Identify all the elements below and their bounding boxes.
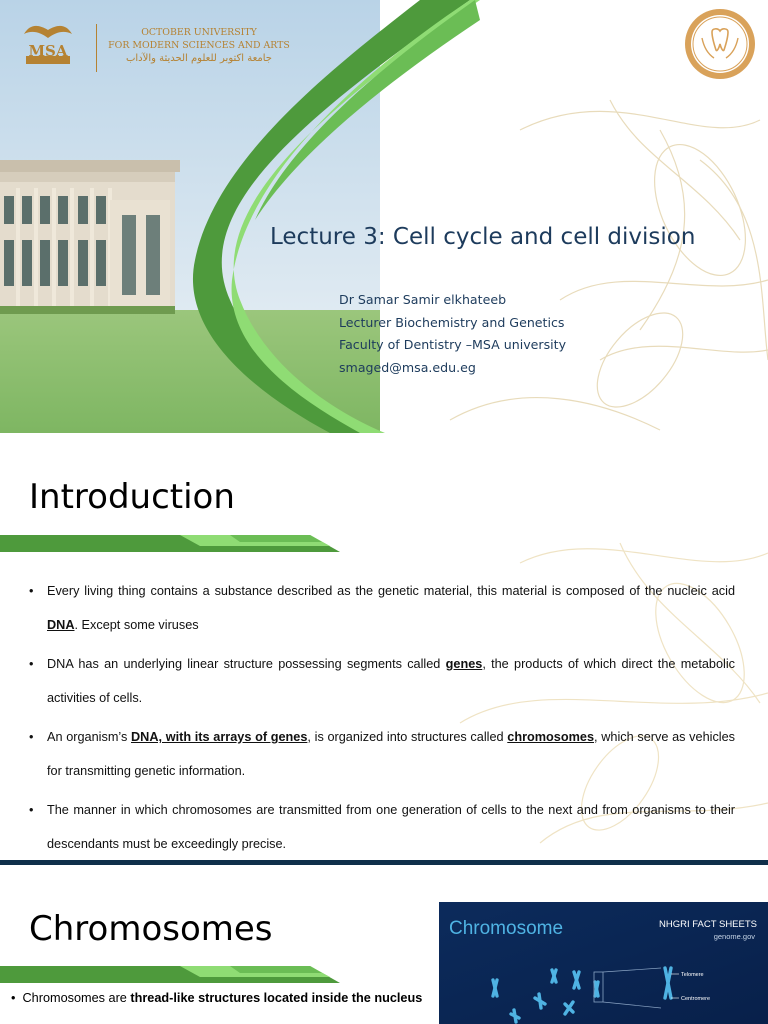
- slide-heading: Introduction: [29, 477, 235, 517]
- title-slide: [0, 0, 768, 433]
- label-telomere: Telomere: [681, 972, 704, 978]
- campus-building: [0, 160, 180, 313]
- university-name: [106, 26, 292, 65]
- msa-logo-text: MSA: [28, 42, 68, 60]
- introduction-slide: [0, 433, 768, 860]
- author-info: [339, 289, 566, 380]
- term-genes: genes: [445, 657, 483, 671]
- list-item: • An organism’s DNA, with its arrays of genes, is organized into structures called chromosomes, which serve as vehicles for transmitting genetic information.: [29, 720, 735, 788]
- university-name-line1: OCTOBER UNIVERSITY: [141, 27, 257, 38]
- author-faculty: Faculty of Dentistry –MSA university: [339, 337, 567, 353]
- chromosome-fact-sheet-image: [439, 902, 768, 1024]
- author-position: Lecturer Biochemistry and Genetics: [339, 314, 565, 330]
- university-name-line2: FOR MODERN SCIENCES AND ARTS: [108, 40, 290, 51]
- faculty-seal-icon: [684, 8, 756, 80]
- image-badge-line1: NHGRI FACT SHEETS: [658, 919, 757, 930]
- label-centromere: Centromere: [681, 996, 711, 1002]
- bullet-icon: •: [29, 730, 34, 744]
- chromosomes-slide: [0, 865, 768, 1024]
- leaf-pattern: [450, 100, 768, 430]
- author-email: smaged@msa.edu.eg: [339, 360, 476, 376]
- list-item: • Every living thing contains a substance described as the genetic material, this material is composed of the nucleic acid DNA. Except some viruses: [29, 574, 735, 642]
- image-badge-line2: genome.gov: [713, 932, 755, 941]
- bullet-icon: •: [29, 657, 34, 671]
- heading-underline-bar: [0, 535, 340, 552]
- list-item: • Chromosomes are thread-like structures located inside the nucleus: [11, 991, 423, 1005]
- list-item: • DNA has an underlying linear structure possessing segments called genes, the products of which direct the metabolic activities of cells.: [29, 647, 735, 715]
- author-name: Dr Samar Samir elkhateeb: [339, 292, 507, 307]
- bullet-icon: •: [29, 584, 34, 598]
- logo-divider: [96, 24, 97, 72]
- bullet-icon: •: [11, 991, 23, 1005]
- term-dna-genes: DNA, with its arrays of genes: [131, 730, 308, 744]
- term-dna: DNA: [47, 618, 75, 632]
- image-title: Chromosome: [449, 918, 564, 939]
- lecture-title: Lecture 3: Cell cycle and cell division: [270, 224, 696, 250]
- university-name-arabic: جامعة اكتوبر للعلوم الحديثة والآداب: [125, 53, 272, 64]
- list-item: • The manner in which chromosomes are transmitted from one generation of cells to the next and from organisms to their descendants must be exceedingly precise.: [29, 793, 735, 860]
- bullet-icon: •: [29, 803, 34, 817]
- bold-definition: thread-like structures located inside the nucleus: [130, 991, 423, 1005]
- bullet-list: [29, 574, 735, 860]
- heading-underline-bar: [0, 966, 340, 983]
- term-chromosomes: chromosomes: [507, 730, 595, 744]
- slide-heading: Chromosomes: [29, 909, 273, 949]
